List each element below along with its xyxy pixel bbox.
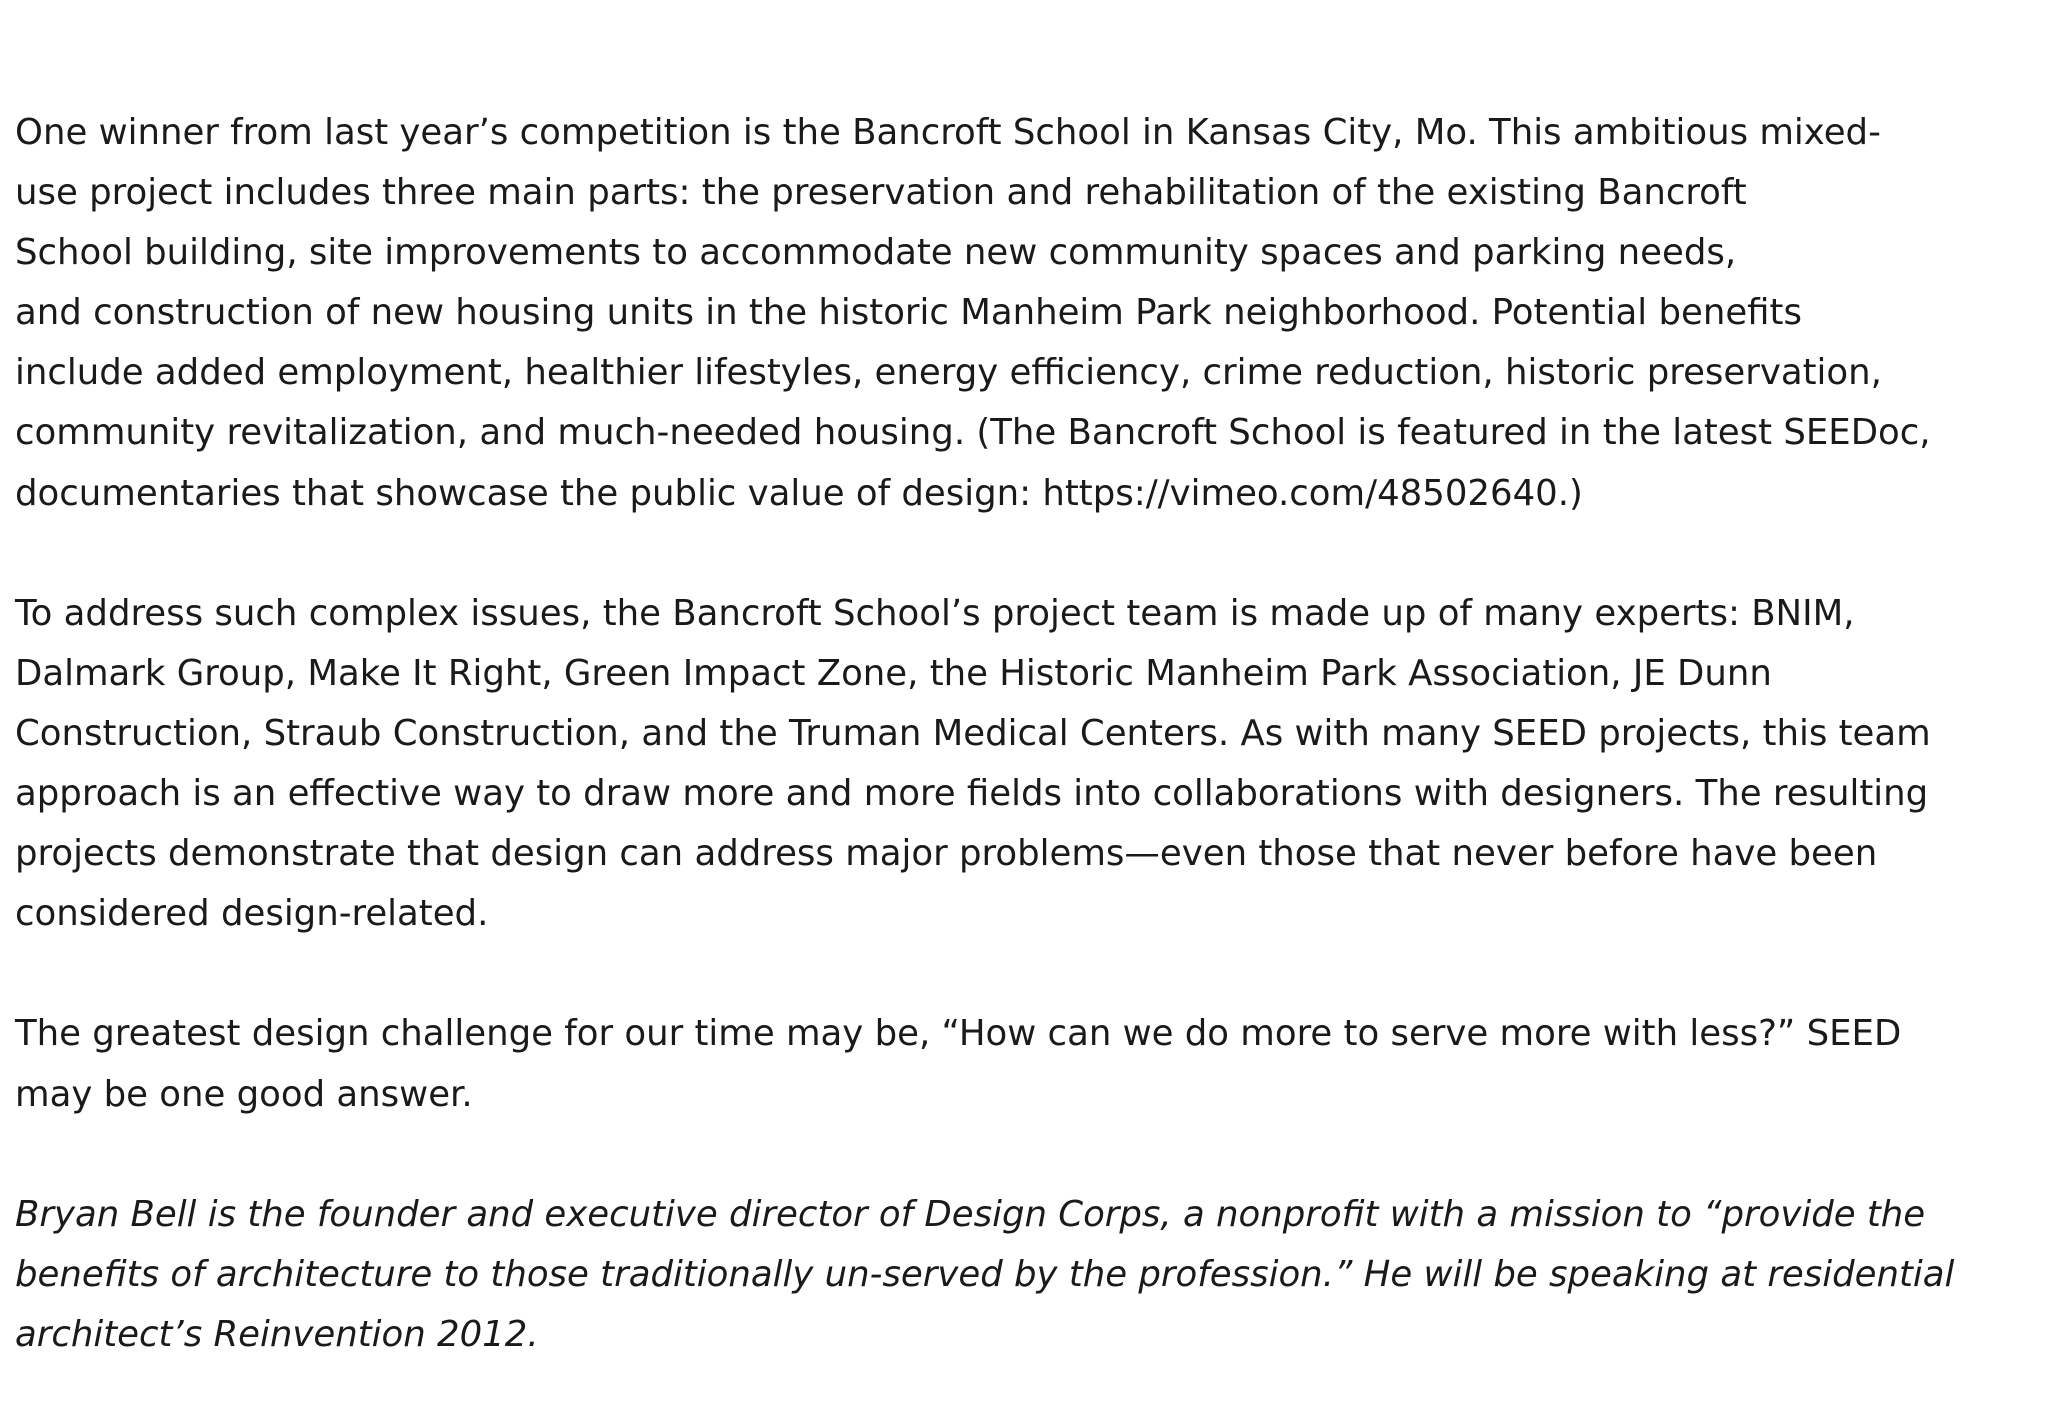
text-line: documentaries that showcase the public value of design: https://vimeo.com/48502640.) — [15, 472, 1583, 514]
text-line: benefits of architecture to those traditionally un-served by the profession.” He will be speaking at residential — [15, 1253, 1955, 1295]
paragraph-project-team — [15, 584, 2045, 945]
text-line: projects demonstrate that design can address major problems—even those that never before have been — [15, 833, 1878, 875]
article-body — [15, 103, 2045, 1425]
text-line: approach is an effective way to draw more and more fields into collaborations with designers. The resulting — [15, 773, 1929, 815]
text-line: and construction of new housing units in the historic Manheim Park neighborhood. Potential benefits — [15, 292, 1802, 334]
text-line: Dalmark Group, Make It Right, Green Impact Zone, the Historic Manheim Park Association, JE Dunn — [15, 652, 1772, 694]
text-line: Construction, Straub Construction, and the Truman Medical Centers. As with many SEED projects, this team — [15, 712, 1931, 754]
text-line: Bryan Bell is the founder and executive director of Design Corps, a nonprofit with a mission to “provide the — [15, 1193, 1926, 1235]
text-line: One winner from last year’s competition is the Bancroft School in Kansas City, Mo. This ambitious mixed- — [15, 112, 1881, 153]
text-line: To address such complex issues, the Bancroft School’s project team is made up of many experts: BNIM, — [15, 592, 1855, 634]
text-line: The greatest design challenge for our time may be, “How can we do more to serve more with less?” SEED — [15, 1013, 1902, 1055]
paragraph-bancroft-school — [15, 103, 2045, 524]
text-line: may be one good answer. — [15, 1073, 473, 1115]
text-line: architect’s Reinvention 2012. — [15, 1313, 539, 1355]
text-line: School building, site improvements to accommodate new community spaces and parking needs, — [15, 232, 1737, 274]
author-bio — [15, 1185, 2045, 1365]
text-line: use project includes three main parts: the preservation and rehabilitation of the existing Bancroft — [15, 172, 1747, 214]
paragraph-design-challenge — [15, 1004, 2045, 1124]
text-line: community revitalization, and much-needed housing. (The Bancroft School is featured in the latest SEEDoc, — [15, 412, 1931, 454]
text-line: considered design-related. — [15, 893, 489, 935]
text-line: include added employment, healthier lifestyles, energy efficiency, crime reduction, historic preservation, — [15, 352, 1882, 394]
